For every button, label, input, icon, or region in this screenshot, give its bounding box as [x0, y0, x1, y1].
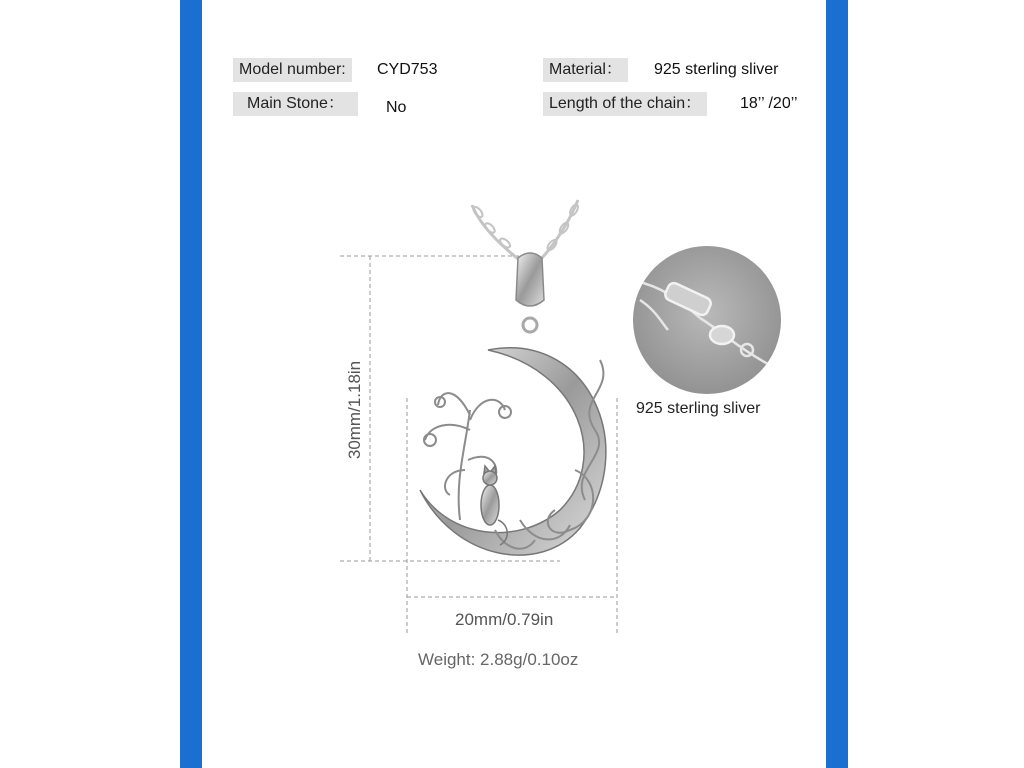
- main-stone-value: No: [386, 99, 407, 116]
- width-dimension-label: 20mm/0.79in: [455, 610, 554, 629]
- pendant-bail: [516, 253, 544, 332]
- material-value: 925 sterling sliver: [654, 61, 779, 78]
- chain: [472, 200, 580, 262]
- crescent-moon-pendant: [420, 348, 606, 555]
- zoom-caption: 925 sterling sliver: [636, 400, 761, 417]
- height-dimension-label: 30mm/1.18in: [345, 360, 364, 460]
- chain-clasp-zoom-circle: [630, 246, 790, 394]
- chain-length-label: Length of the chain：: [543, 92, 707, 116]
- material-label: Material：: [543, 58, 628, 82]
- chain-length-value: 18’’ /20’’: [740, 95, 798, 112]
- model-number-label: Model number:: [233, 58, 352, 82]
- weight-label: Weight: 2.88g/0.10oz: [418, 650, 579, 669]
- model-number-value: CYD753: [377, 61, 438, 78]
- main-stone-label: Main Stone：: [233, 92, 358, 116]
